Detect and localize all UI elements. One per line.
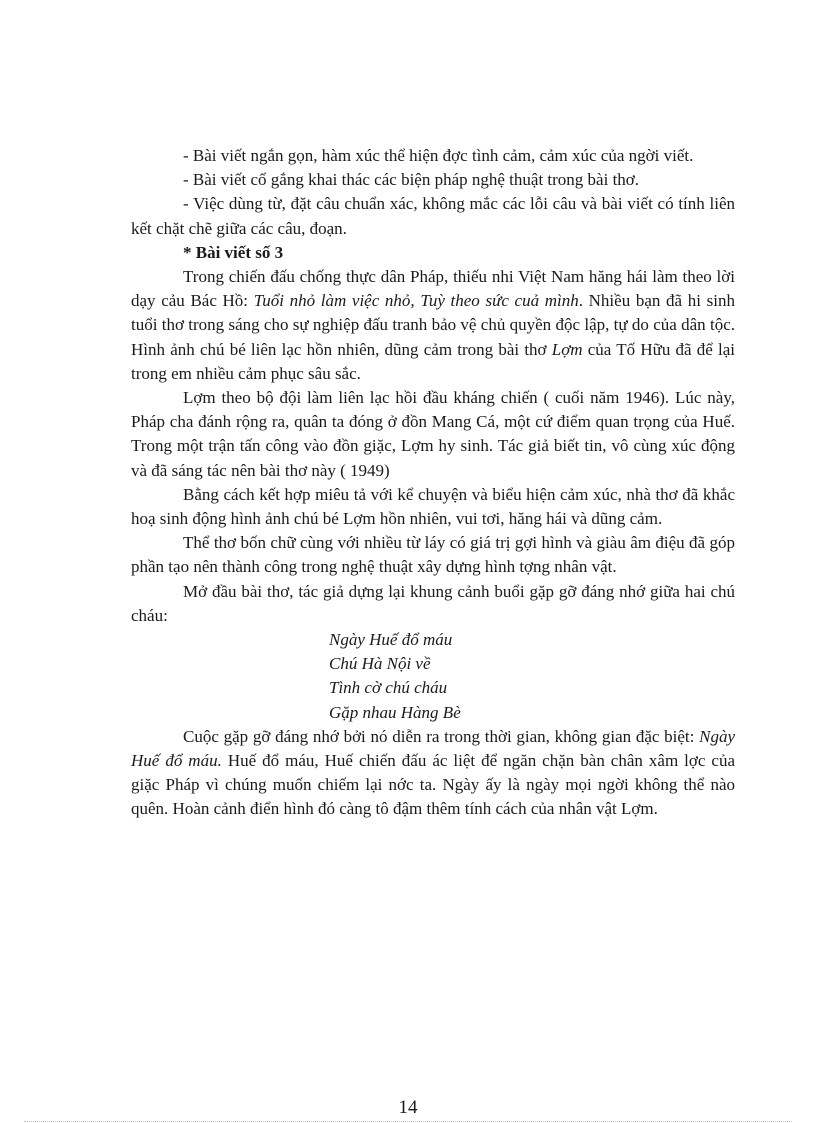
poem-title: Lợm — [551, 339, 583, 359]
criteria-item-2: - Bài viết cố gắng khai thác các biện pháp nghệ thuật trong bài thơ. — [183, 170, 640, 190]
intro-text-start: Trong chiến đấu chống thực dân Pháp, thiếu nhi Việt Nam hăng hái làm theo lời dạy cảu Bác Hồ: — [131, 267, 735, 311]
closing-text-start: Cuộc gặp gỡ đáng nhớ bởi nó diễn ra trong thời gian, không gian đặc biệt: — [183, 726, 700, 746]
criteria-item-1: - Bài viết ngắn gọn, hàm xúc thể hiện đợc tình cảm, cảm xúc của ngời viết. — [183, 146, 694, 165]
poem-line-2: Chú Hà Nội về — [329, 654, 431, 674]
poem-line-1: Ngày Huế đổ máu — [329, 630, 453, 650]
closing-paragraph — [131, 725, 735, 822]
body-paragraph-2: Bằng cách kết hợp miêu tả với kể chuyện và biểu hiện cảm xúc, nhà thơ đã khắc hoạ sinh động hình ảnh chú bé Lợm hồn nhiên, vui tơi, hăng hái và dũng cảm. — [131, 484, 735, 529]
section-heading: * Bài viết số 3 — [183, 242, 284, 262]
body-paragraph-1: Lợm theo bộ đội làm liên lạc hồi đầu kháng chiến ( cuối năm 1946). Lúc này, Pháp cha đánh rộng ra, quân ta đóng ở đồn Mang Cá, một cứ điểm quan trọng của Huế. Trong một trận tấn công vào đồn giặc, Lợm hy sinh. Tác giả biết tin, vô cùng xúc động và đã sáng tác nên bài thơ này ( 1949) — [131, 388, 735, 480]
page-body — [131, 144, 735, 822]
intro-text-end: của Tố Hữu đã để lại trong em nhiều cảm phục sâu sắc. — [131, 339, 736, 383]
body-paragraph-4: Mở đầu bài thơ, tác giả dựng lại khung cảnh buổi gặp gỡ đáng nhớ giữa hai chú cháu: — [131, 581, 735, 625]
footer-divider — [24, 1121, 792, 1122]
poem-line-3: Tình cờ chú cháu — [329, 678, 448, 698]
intro-paragraph — [131, 265, 735, 386]
closing-text-end: Huế đổ máu, Huế chiến đấu ác liệt để ngăn chặn bàn chân xâm lợc của giặc Pháp vì chúng muốn chiếm lại nớc ta. Ngày ấy là ngày mọi ngời không thể nào quên. Hoàn cảnh điển hình đó càng tô đậm thêm tính cách của nhân vật Lợm. — [131, 751, 735, 819]
criteria-item-3: - Việc dùng từ, đặt câu chuẩn xác, không mắc các lỗi câu và bài viết có tính liên kết chặt chẽ giữa các câu, đoạn. — [131, 194, 735, 238]
intro-text-middle: . Nhiều bạn đã hi sinh tuổi thơ trong sáng cho sự nghiệp đấu tranh bảo vệ chủ quyền độc lập, tự do của dân tộc. Hình ảnh chú bé liên lạc hồn nhiên, dũng cảm trong bài thơ — [131, 291, 735, 359]
intro-quote: Tuổi nhỏ làm việc nhỏ, Tuỳ theo sức cuả mình — [253, 291, 579, 311]
closing-quote: Ngày Huế đổ máu. — [131, 726, 735, 771]
poem-line-4: Gặp nhau Hàng Bè — [329, 702, 461, 722]
poem-excerpt — [131, 628, 735, 725]
body-paragraph-3: Thể thơ bốn chữ cùng với nhiều từ láy có giá trị gợi hình và giàu âm điệu đã góp phần tạo nên thành công trong nghệ thuật xây dựng hình tợng nhân vật. — [131, 533, 735, 577]
page-number: 14 — [398, 1097, 418, 1118]
